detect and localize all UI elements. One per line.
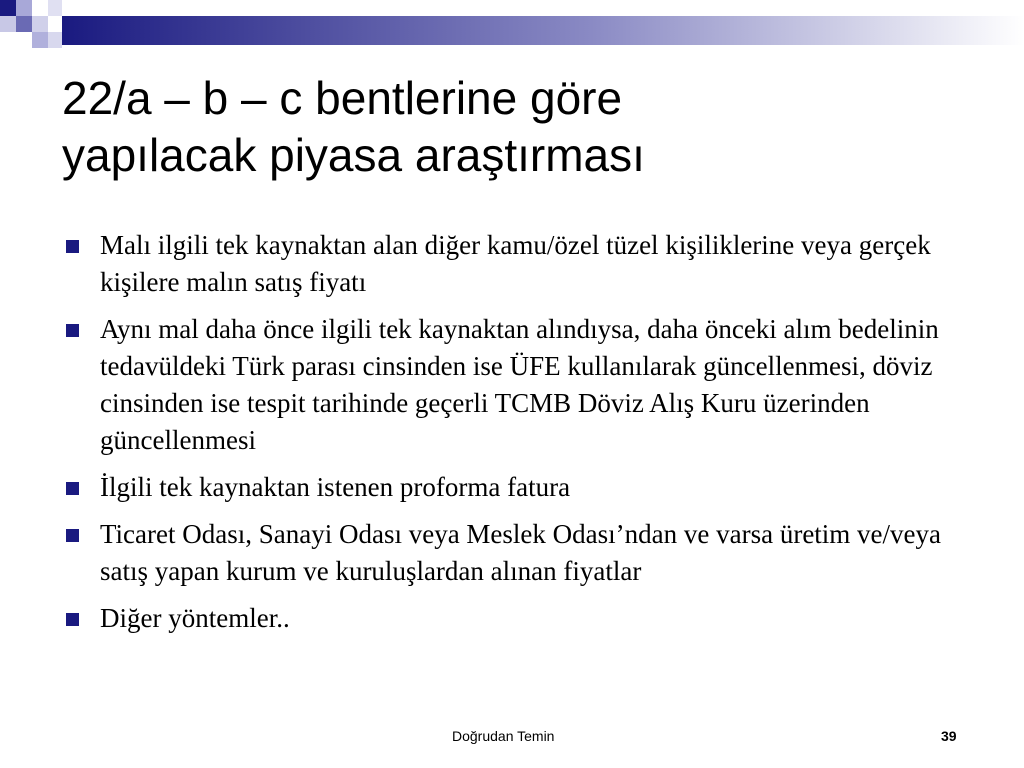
- header-square-light: [0, 16, 16, 32]
- bullet-text: Diğer yöntemler..: [100, 603, 290, 633]
- header-decoration: [0, 0, 1024, 64]
- slide-title: [62, 70, 982, 184]
- header-square-mid: [16, 16, 32, 32]
- bullet-list: [62, 227, 972, 647]
- bullet-item: [62, 600, 972, 637]
- header-square-mid: [32, 32, 48, 48]
- header-square-light: [16, 0, 32, 16]
- square-bullet-icon: [66, 482, 79, 495]
- header-square-light: [48, 32, 62, 48]
- bullet-item: [62, 311, 972, 459]
- square-bullet-icon: [66, 240, 79, 253]
- bullet-text: Malı ilgili tek kaynaktan alan diğer kamu/özel tüzel kişiliklerine veya gerçek kişilere malın satış fiyatı: [100, 230, 931, 297]
- bullet-item: [62, 469, 972, 506]
- bullet-text: İlgili tek kaynaktan istenen proforma fatura: [100, 472, 571, 502]
- bullet-item: [62, 227, 972, 301]
- bullet-text: Ticaret Odası, Sanayi Odası veya Meslek Odası’ndan ve varsa üretim ve/veya satış yapan kurum ve kuruluşlardan alınan fiyatlar: [100, 519, 942, 586]
- header-square-light: [32, 16, 48, 32]
- slide-title-line-2: yapılacak piyasa araştırması: [62, 129, 645, 181]
- slide-title-line-1: 22/a – b – c bentlerine göre: [62, 72, 623, 124]
- square-bullet-icon: [66, 613, 79, 626]
- bullet-item: [62, 516, 972, 590]
- page-number: 39: [941, 728, 957, 744]
- square-bullet-icon: [66, 324, 79, 337]
- footer-text: Doğrudan Temin: [452, 728, 555, 744]
- header-gradient-band: [62, 16, 1024, 45]
- header-square-dark: [0, 0, 16, 16]
- bullet-text: Aynı mal daha önce ilgili tek kaynaktan alındıysa, daha önceki alım bedelinin tedavüldeki Türk parası cinsinden ise ÜFE kullanılarak güncellenmesi, döviz cinsinden ise tespit tarihinde geçerli TCMB Döviz Alış Kuru üzerinden güncellenmesi: [100, 314, 939, 455]
- header-square-light: [48, 0, 62, 16]
- square-bullet-icon: [66, 529, 79, 542]
